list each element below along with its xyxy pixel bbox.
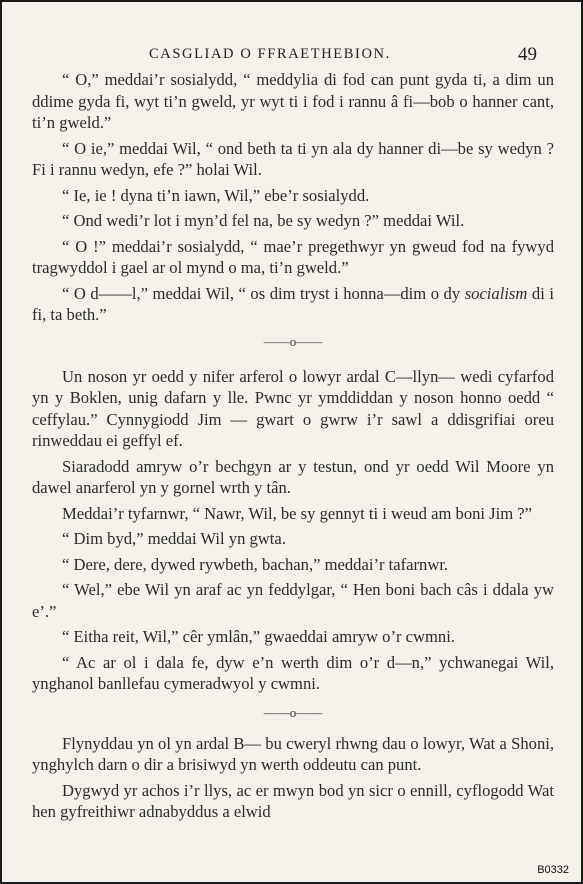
paragraph: “ Ie, ie ! dyna ti’n iawn, Wil,” ebe’r sosialydd. — [62, 185, 370, 205]
paragraph: “ Eitha reit, Wil,” cêr ymlân,” gwaeddai amryw o’r cwmni. — [62, 627, 455, 646]
archive-stamp: B0332 — [537, 864, 569, 876]
paragraph: “ Wel,” ebe Wil yn araf ac yn feddylgar, “ Hen boni bach câs i ddala yw e’.” — [32, 580, 554, 621]
paragraph: Meddai’r tyfarnwr, “ Nawr, Wil, be sy gennyt ti i weud am boni Jim ?” — [62, 503, 533, 523]
paragraph: “ O,” meddai’r sosialydd, “ meddylia di fod can punt gyda ti, a dim un ddime gyda fi, wyt ti’n gweld, yr wyt ti i fod i rannu â fi—bob o hanner cant, ti’n gweld.” — [32, 70, 554, 132]
paragraph: Dygwyd yr achos i’r llys, ac er mwyn bod yn sicr o ennill, cyflogodd Wat hen gyfreithiwr adnabyddus a elwid — [32, 780, 554, 821]
body-text — [32, 69, 554, 827]
paragraph: Siaradodd amryw o’r bechgyn ar y testun, ond yr oedd Wil Moore yn dawel anarferol yn y gornel wrth y tân. — [32, 456, 554, 497]
paragraph: “ Dim byd,” meddai Wil yn gwta. — [62, 529, 286, 548]
paragraph: Flynyddau yn ol yn ardal B— bu cweryl rhwng dau o lowyr, Wat a Shoni, ynghylch darn o dir a brisiwyd yn werth oddeutu can punt. — [32, 733, 554, 774]
running-head — [2, 44, 581, 66]
paragraph: “ O ie,” meddai Wil, “ ond beth ta ti yn ala dy hanner di—be sy wedyn ? Fi i rannu wedyn, efe ?” holai Wil. — [32, 138, 554, 179]
paragraph: “ Ond wedi’r lot i myn’d fel na, be sy wedyn ?” meddai Wil. — [62, 211, 465, 230]
section-divider: ——o—— — [263, 333, 323, 349]
italic-word: socialism — [464, 283, 528, 303]
page-number: 49 — [518, 44, 537, 65]
paragraph: “ O !” meddai’r sosialydd, “ mae’r pregethwyr yn gweud fod na fywyd tragwyddol i gael ar ol mynd o ma, ti’n gweld.” — [32, 236, 554, 277]
paragraph: “ Dere, dere, dywed rywbeth, bachan,” meddai’r tafarnwr. — [62, 554, 449, 574]
paragraph-text: di i fi, ta beth.” — [32, 283, 554, 324]
section-divider: ——o—— — [263, 704, 323, 720]
running-title: CASGLIAD O FFRAETHEBION. — [149, 46, 391, 62]
paragraph-socialism — [32, 283, 554, 326]
paragraph: Un noson yr oedd y nifer arferol o lowyr ardal C—llyn— wedi cyfarfod yn y Boklen, unig dafarn y lle. Pwnc yr ymddiddan y noson honno oedd “ ceffylau.” Cynnygiodd Jim — gwart o gwrw i’r sawl a ddisgrifiai oreu rinweddau ei geffyl ef. — [32, 366, 554, 450]
paragraph-text: “ O d——l,” meddai Wil, “ os dim tryst i honna—dim o dy — [62, 283, 465, 303]
paragraph: “ Ac ar ol i dala fe, dyw e’n werth dim o’r d—n,” ychwanegai Wil, ynghanol banllefau cymeradwyol y cwmni. — [32, 652, 554, 693]
